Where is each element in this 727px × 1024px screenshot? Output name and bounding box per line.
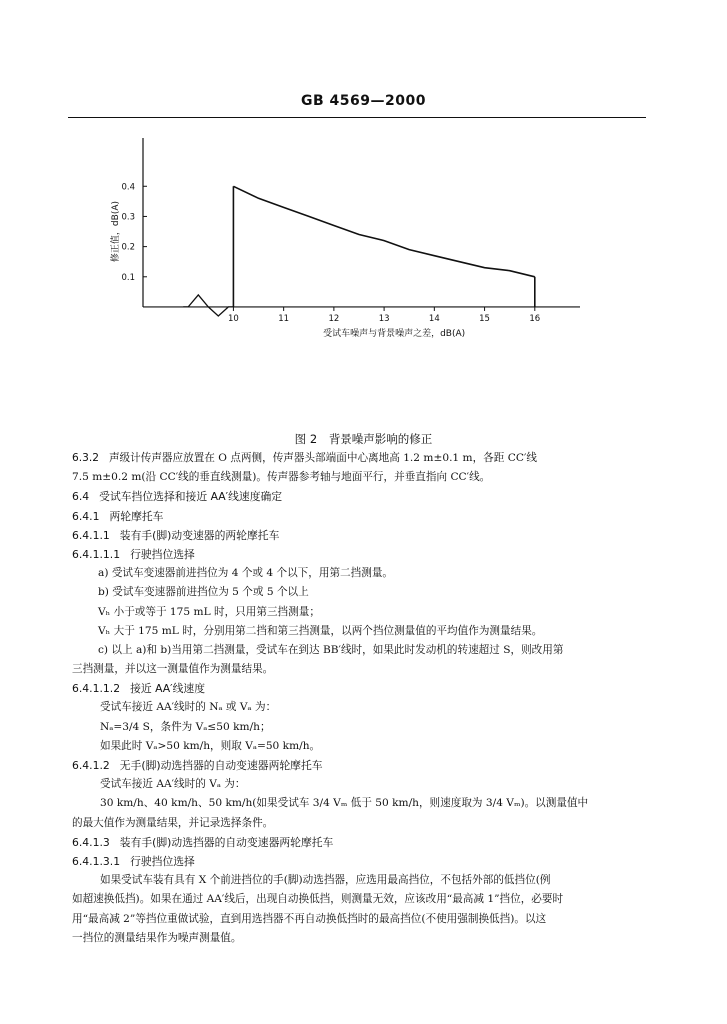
section-number: 6.4.1.3.1 [72,854,121,868]
section-title: 装有手(脚)动变速器的两轮摩托车 [119,528,280,542]
item-a: a) 受试车变速器前进挡位为 4 个或 4 个以下，用第二挡测量。 [98,567,394,580]
item-c-line-2: 三挡测量，并以这一测量值作为测量结果。 [72,663,274,676]
figure-caption [0,431,727,447]
x-axis-label: 受试车噪声与背景噪声之差，dB(A) [323,328,466,339]
correction-curve [233,186,534,276]
section-title: 行驶挡位选择 [130,854,195,868]
clause-6-4-1-3-1-line-1: 如果受试车装有具有 X 个前进挡位的手(脚)动选挡器，应选用最高挡位，不包括外部的低挡位(例 [100,874,551,887]
section-6-4-1-3-heading [72,833,638,852]
section-title: 行驶挡位选择 [130,547,195,561]
section-6-4-heading [72,487,638,506]
section-6-4-1-3-1-heading [72,852,638,871]
section-6-4-1-1-1-heading [72,545,638,564]
section-title: 装有手(脚)动选挡器的自动变速器两轮摩托车 [119,835,334,849]
x-tick-label: 16 [529,313,541,324]
section-title: 无手(脚)动选挡器的自动变速器两轮摩托车 [119,759,323,772]
item-b-case-2: Vₕ 大于 175 mL 时，分别用第二挡和第三挡测量，以两个挡位测量值的平均值作为测量结果。 [98,624,543,637]
body-text [72,449,638,948]
section-title: 两轮摩托车 [109,509,164,523]
x-tick-label: 15 [479,313,490,324]
section-6-4-1-2-heading [72,756,638,775]
x-tick-label: 10 [227,313,239,324]
section-6-4-1-1-2-heading [72,679,638,698]
section-6-4-1-1-heading [72,526,638,545]
item-b: b) 受试车变速器前进挡位为 5 个或 5 个以上 [98,586,309,599]
clause-6-4-1-3-1-line-4: 一挡位的测量结果作为噪声测量值。 [72,931,242,944]
y-tick-label: 0.3 [121,212,135,223]
section-number: 6.4.1.1.1 [72,547,121,561]
x-tick-label: 13 [378,313,390,324]
clause-6-4-1-3-1-line-3: 用“最高减 2”等挡位重做试验，直到用选挡器不再自动换低挡时的最高挡位(不使用强制换低挡)。以这 [72,912,547,925]
section-number: 6.4.1.1.2 [72,682,121,696]
clause-number: 6.3.2 [72,452,99,464]
item-c-line-1: c) 以上 a)和 b)当用第二挡测量，受试车在到达 BB′线时，如果此时发动机的转速超过 S，则改用第 [98,643,564,656]
section-6-4-1-heading [72,507,638,526]
y-tick-label: 0.1 [121,272,135,283]
x-ticks [228,307,540,324]
clause-text: 声级计传声器应放置在 O 点两侧，传声器头部端面中心离地高 1.2 m±0.1 m，各距 CC′线 [108,452,537,464]
clause-6-4-1-2-line-2: 30 km/h、40 km/h、50 km/h(如果受试车 3/4 Vₘ 低于 50 km/h，则速度取为 3/4 Vₘ)。以测量值中 [100,797,589,810]
section-title: 接近 AA′线速度 [130,682,206,696]
clause-6-3-2-line-1 [72,449,638,468]
x-tick-label: 14 [428,313,440,324]
figure-title: 背景噪声影响的修正 [328,432,433,446]
figure-label: 图 2 [294,432,318,446]
header-rule [68,117,646,118]
section-number: 6.4.1 [72,509,100,523]
clause-6-4-1-3-1-line-2: 如超速换低挡)。如果在通过 AA′线后，出现自动换低挡，则测量无效，应该改用“最高减 1”挡位，必要时 [72,893,564,906]
x-tick-label: 12 [328,313,340,324]
axis-break-squiggle [183,295,233,316]
y-tick-label: 0.2 [121,242,135,253]
clause-6-4-1-1-2-line-3: 如果此时 Vₐ>50 km/h，则取 Vₐ=50 km/h。 [100,739,321,752]
section-number: 6.4.1.2 [72,759,110,772]
clause-6-4-1-1-2-line-1: 受试车接近 AA′线时的 Nₐ 或 Vₐ 为： [100,701,277,714]
x-tick-label: 11 [278,313,290,324]
y-axis-label: 修正值，dB(A) [111,200,121,263]
page-header: GB 4569—2000 [301,93,426,109]
section-number: 6.4.1.1 [72,528,110,542]
correction-chart [0,120,727,432]
clause-6-4-1-2-line-3: 的最大值作为测量结果，并记录选择条件。 [72,816,274,829]
clause-6-3-2-line-2: 7.5 m±0.2 m(沿 CC′线的垂直线测量)。传声器参考轴与地面平行，并垂直指向 CC′线。 [72,471,491,484]
y-tick-label: 0.4 [121,182,135,193]
section-number: 6.4.1.3 [72,835,110,849]
clause-6-4-1-1-2-line-2: Nₐ=3/4 S，条件为 Vₐ≤50 km/h； [100,720,271,733]
section-title: 受试车挡位选择和接近 AA′线速度确定 [99,490,283,504]
section-number: 6.4 [72,490,90,504]
clause-6-4-1-2-line-1: 受试车接近 AA′线时的 Vₐ 为： [100,778,246,791]
item-b-case-1: Vₕ 小于或等于 175 mL 时，只用第三挡测量； [98,605,320,618]
